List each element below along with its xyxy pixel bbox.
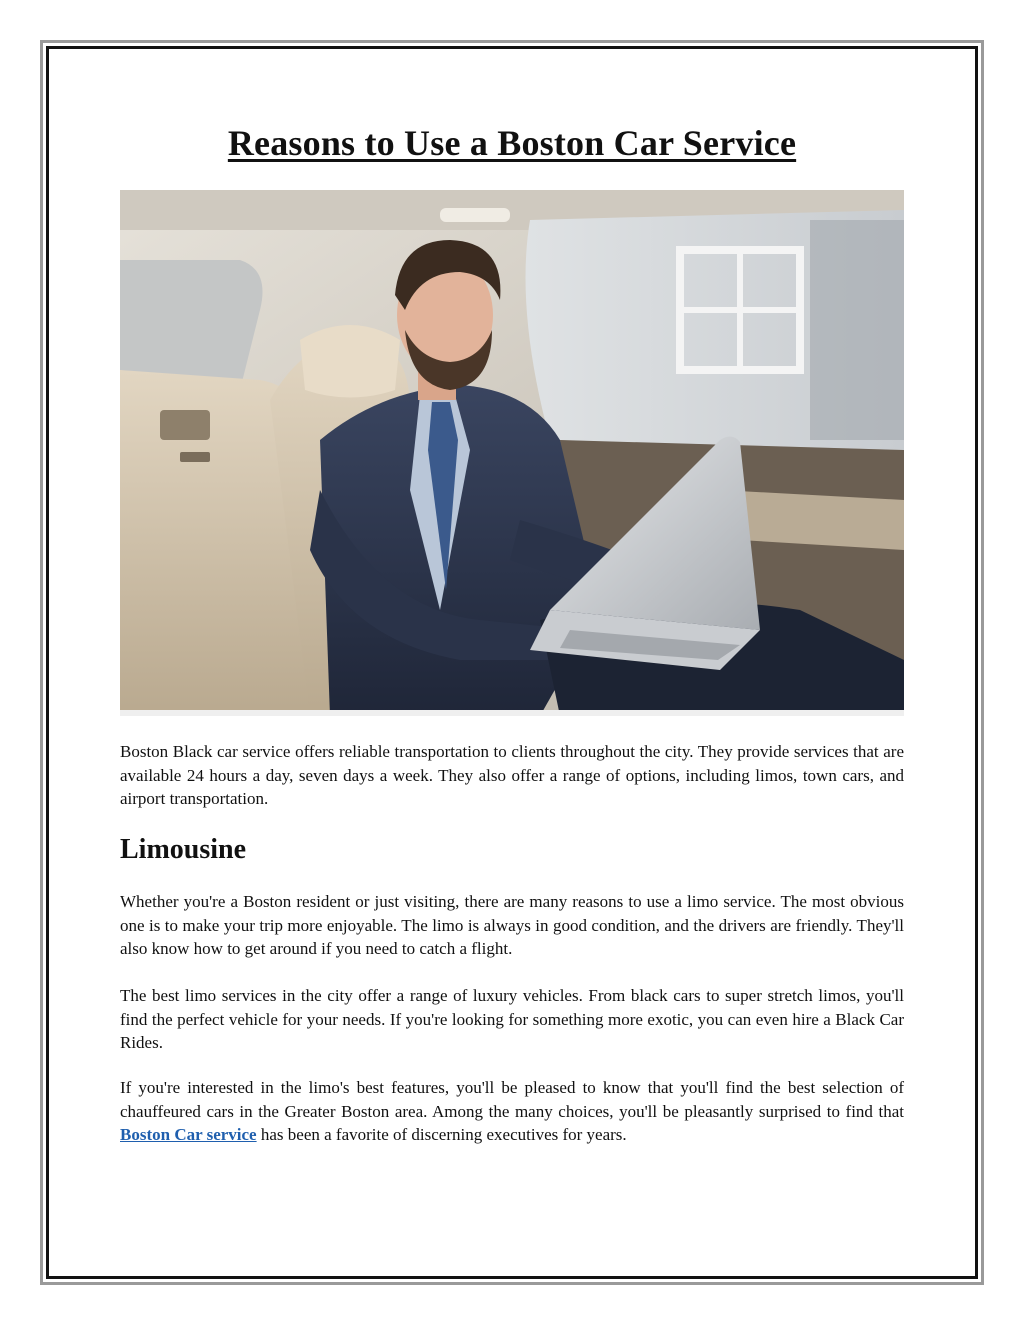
paragraph — [120, 1076, 904, 1147]
hero-image-illustration — [120, 190, 904, 716]
hero-image — [120, 190, 904, 716]
paragraph-text: has been a favorite of discerning executives for years. — [256, 1125, 627, 1144]
page-title: Reasons to Use a Boston Car Service — [227, 123, 797, 163]
boston-car-service-link[interactable]: Boston Car service — [120, 1125, 257, 1144]
section-heading-limousine: Limousine — [120, 834, 247, 865]
paragraph-text: If you're interested in the limo's best features, you'll be pleased to know that you'll find the best selection of chauffeured cars in the Greater Boston area. Among the many choices, you'll be pleasantly surprised to find that — [120, 1078, 904, 1121]
paragraph: Whether you're a Boston resident or just visiting, there are many reasons to use a limo service. The most obvious one is to make your trip more enjoyable. The limo is always in good condition, and the drivers are friendly. They'll also know how to get around if you need to catch a flight. — [120, 892, 904, 958]
intro-paragraph: Boston Black car service offers reliable transportation to clients throughout the city. They provide services that are available 24 hours a day, seven days a week. They also offer a range of options, including limos, town cars, and airport transportation. — [120, 742, 904, 808]
paragraph: The best limo services in the city offer a range of luxury vehicles. From black cars to super stretch limos, you'll find the perfect vehicle for your needs. If you're looking for something more exotic, you can even hire a Black Car Rides. — [120, 986, 904, 1052]
